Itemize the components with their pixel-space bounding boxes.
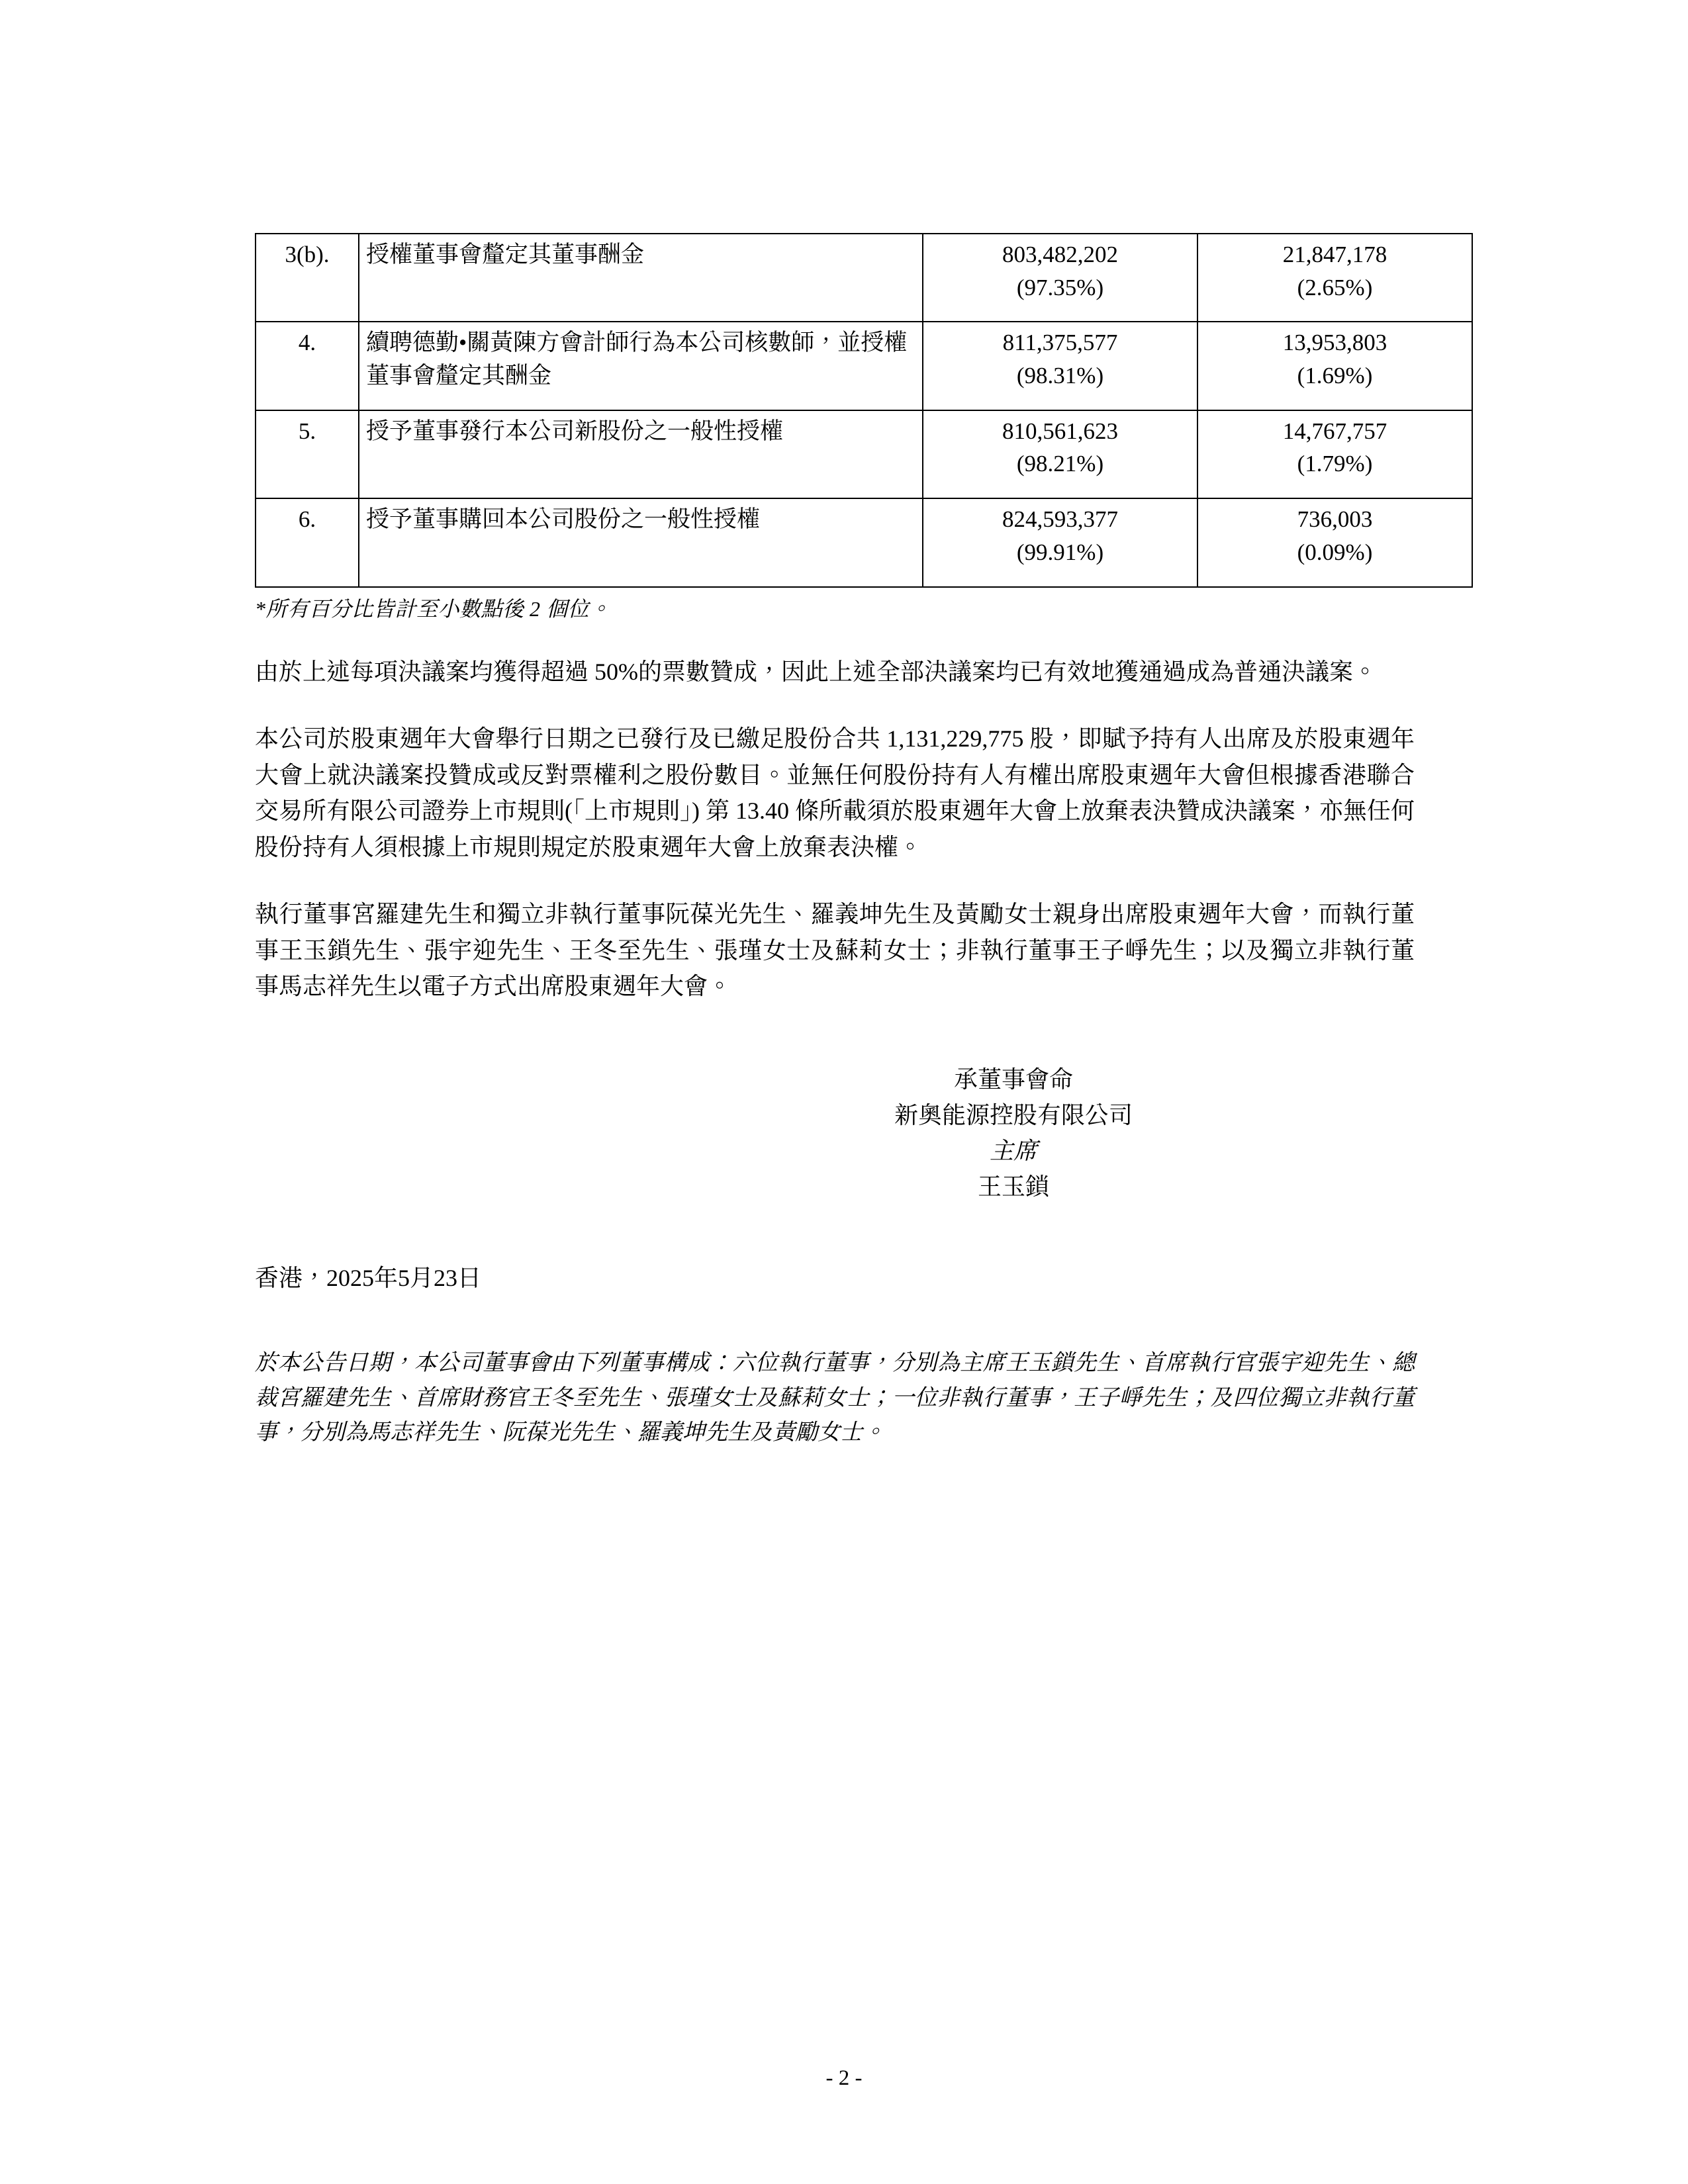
dateline: 香港，2025年5月23日 <box>255 1265 482 1292</box>
board-composition-note: 於本公告日期，本公司董事會由下列董事構成：六位執行董事，分別為主席王玉鎖先生、首席執行官張宇迎先生、總裁宮羅建先生、首席財務官王冬至先生、張瑾女士及蘇莉女士；一位非執行董事，王子崢先生；及四位獨立非執行董事，分別為馬志祥先生、阮葆光先生、羅義坤先生及黃勵女士。 <box>255 1351 1415 1445</box>
resolution-description-cell: 授予董事購回本公司股份之一般性授權 <box>359 498 923 586</box>
paragraph-resolutions-passed: 由於上述每項決議案均獲得超過 50%的票數贊成，因此上述全部決議案均已有效地獲通過成為普通決議案。 <box>255 659 1377 686</box>
page-content <box>255 233 1415 1473</box>
votes-for-cell <box>923 322 1197 410</box>
table-body <box>256 234 1472 587</box>
spacer <box>255 623 1415 654</box>
votes-against-percent: (1.69%) <box>1297 363 1373 389</box>
table-footnote: *所有百分比皆計至小數點後 2 個位。 <box>255 596 611 621</box>
table-row <box>256 322 1472 410</box>
table-row <box>256 410 1472 498</box>
table-row <box>256 498 1472 586</box>
votes-against-number: 21,847,178 <box>1282 242 1387 267</box>
signature-company-name: 新奧能源控股有限公司 <box>894 1102 1133 1129</box>
votes-against-cell <box>1197 234 1472 322</box>
resolution-description-cell: 授予董事發行本公司新股份之一般性授權 <box>359 410 923 498</box>
votes-for-cell <box>923 498 1197 586</box>
resolution-description-cell: 授權董事會釐定其董事酬金 <box>359 234 923 322</box>
votes-against-percent: (2.65%) <box>1297 274 1373 300</box>
resolution-number-cell: 5. <box>256 410 359 498</box>
votes-against-cell <box>1197 410 1472 498</box>
votes-for-percent: (97.35%) <box>1016 274 1104 300</box>
votes-against-percent: (0.09%) <box>1297 539 1373 565</box>
paragraph-issued-shares: 本公司於股東週年大會舉行日期之已發行及已繳足股份合共 1,131,229,775 股，即賦予持有人出席及於股東週年大會上就決議案投贊成或反對票權利之股份數目。並無任何股份持有人有權出席股東週年大會但根據香港聯合交易所有限公司證券上市規則(「上市規則」) 第 13.40 條所載須於股東週年大會上放棄表決贊成決議案，亦無任何股份持有人須根據上市規則規定於股東週年大會上放棄表決權。 <box>255 725 1415 861</box>
votes-against-cell <box>1197 322 1472 410</box>
signature-role: 主席 <box>989 1138 1037 1165</box>
resolution-number-cell: 4. <box>256 322 359 410</box>
poll-results-table <box>255 233 1473 588</box>
signature-block <box>255 1062 1415 1205</box>
votes-for-cell <box>923 410 1197 498</box>
paragraph-directors-attendance: 執行董事宮羅建先生和獨立非執行董事阮葆光先生、羅義坤先生及黃勵女士親身出席股東週年大會，而執行董事王玉鎖先生、張宇迎先生、王冬至先生、張瑾女士及蘇莉女士；非執行董事王子崢先生；以及獨立非執行董事馬志祥先生以電子方式出席股東週年大會。 <box>255 900 1415 1000</box>
signature-by-order: 承董事會命 <box>953 1066 1073 1093</box>
votes-for-number: 803,482,202 <box>1002 242 1118 267</box>
spacer <box>255 690 1415 721</box>
votes-against-cell <box>1197 498 1472 586</box>
votes-for-number: 810,561,623 <box>1002 418 1118 444</box>
votes-for-number: 811,375,577 <box>1002 330 1118 356</box>
votes-for-number: 824,593,377 <box>1002 506 1118 533</box>
table-row <box>256 234 1472 322</box>
votes-against-number: 13,953,803 <box>1282 330 1387 356</box>
votes-for-percent: (98.21%) <box>1016 451 1104 477</box>
votes-for-percent: (98.31%) <box>1016 363 1104 389</box>
votes-against-number: 736,003 <box>1297 506 1373 533</box>
signature-person-name: 王玉鎖 <box>977 1173 1049 1201</box>
page-number-footer: - 2 - <box>825 2066 863 2090</box>
votes-for-cell <box>923 234 1197 322</box>
resolution-number-cell: 3(b). <box>256 234 359 322</box>
votes-for-percent: (99.91%) <box>1016 539 1104 565</box>
resolution-number-cell: 6. <box>256 498 359 586</box>
resolution-description-cell: 續聘德勤•關黃陳方會計師行為本公司核數師，並授權董事會釐定其酬金 <box>359 322 923 410</box>
votes-against-percent: (1.79%) <box>1297 451 1373 477</box>
spacer <box>255 866 1415 896</box>
votes-against-number: 14,767,757 <box>1282 418 1387 444</box>
